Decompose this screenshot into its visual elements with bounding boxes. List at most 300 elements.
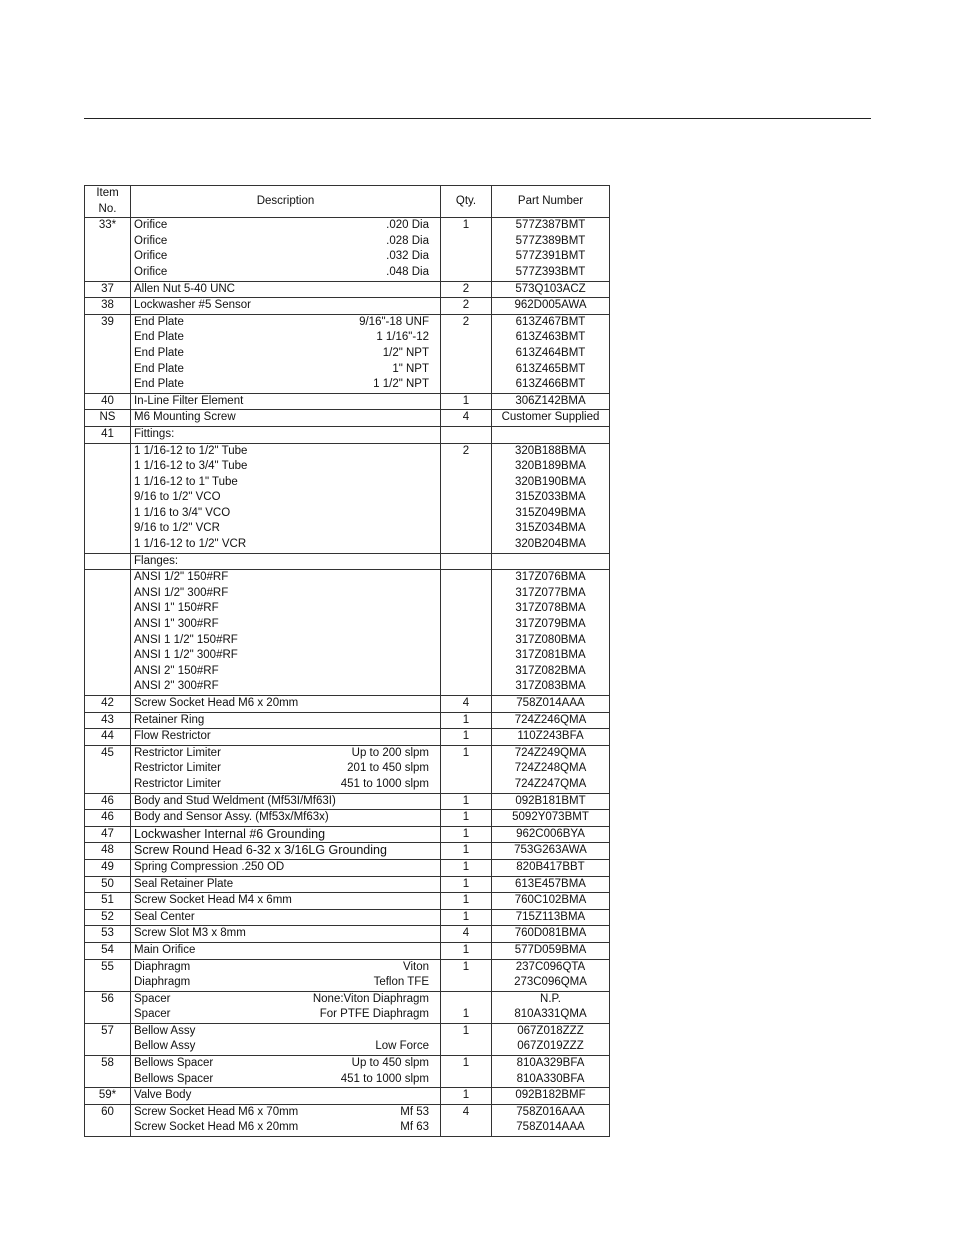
description-text: In-Line Filter Element (134, 394, 244, 407)
item-no-cell: 40 (85, 393, 131, 410)
part-number-value: 110Z243BFA (517, 730, 584, 743)
part-number-cell (492, 1088, 610, 1105)
item-no-cell: 38 (85, 298, 131, 315)
description-text: Flanges: (134, 554, 179, 567)
description-cell (131, 1056, 441, 1088)
description-line (134, 1105, 437, 1121)
description-text: Fittings: (134, 427, 175, 440)
description-cell (131, 793, 441, 810)
qty-value (444, 459, 488, 475)
table-row (85, 729, 610, 746)
part-number-value: 317Z077BMA (515, 586, 586, 599)
part-number-value: 962C006BYA (516, 827, 585, 840)
item-no-cell: 60 (85, 1104, 131, 1136)
qty-value: 1 (462, 811, 470, 824)
description-text: Restrictor Limiter (134, 762, 221, 775)
part-number-value: 613Z466BMT (515, 378, 586, 391)
table-row (85, 745, 610, 793)
specification-text (429, 877, 437, 893)
description-text: Orifice (134, 250, 168, 263)
description-cell (131, 926, 441, 943)
description-line (134, 537, 437, 553)
description-text: Bellows Spacer (134, 1057, 214, 1070)
item-no-cell: 59* (85, 1088, 131, 1105)
qty-cell (441, 281, 492, 298)
qty-cell (441, 893, 492, 910)
part-number-cell (492, 281, 610, 298)
qty-value: 1 (462, 894, 470, 907)
description-cell (131, 810, 441, 827)
description-cell (131, 876, 441, 893)
description-cell (131, 893, 441, 910)
description-text: Screw Socket Head M6 x 20mm (134, 1121, 299, 1134)
part-number-value: 273C096QMA (514, 976, 587, 989)
description-cell (131, 909, 441, 926)
item-no-cell (85, 553, 131, 570)
description-line (134, 362, 437, 378)
description-line (134, 992, 437, 1008)
part-number-cell (492, 696, 610, 713)
description-line (134, 475, 437, 491)
description-text: End Plate (134, 331, 184, 344)
qty-cell (441, 218, 492, 281)
part-number-value: 613Z464BMT (515, 346, 586, 359)
part-number-cell (492, 393, 610, 410)
description-line (134, 521, 437, 537)
part-number-value: 724Z249QMA (514, 746, 587, 759)
description-line (134, 394, 437, 410)
part-number-value: 760D081BMA (514, 927, 587, 940)
part-number-value: 613Z465BMT (515, 362, 586, 375)
part-number-cell (492, 959, 610, 991)
part-number-value: 315Z049BMA (515, 506, 586, 519)
qty-value (444, 346, 488, 362)
qty-cell (441, 942, 492, 959)
description-line (134, 943, 437, 959)
description-cell (131, 393, 441, 410)
qty-value: 4 (462, 927, 470, 940)
part-number-value: 5092Y073BMT (512, 811, 589, 824)
specification-text (429, 843, 437, 859)
description-line (134, 746, 437, 762)
qty-value (444, 570, 488, 586)
part-number-cell (492, 942, 610, 959)
description-line (134, 648, 437, 664)
item-no-cell: 47 (85, 826, 131, 843)
part-number-value: Customer Supplied (501, 411, 600, 424)
specification-text (429, 537, 437, 553)
specification-text (429, 521, 437, 537)
description-text: Restrictor Limiter (134, 746, 221, 759)
table-row (85, 410, 610, 427)
part-number-value: 758Z016AAA (516, 1105, 585, 1118)
specification-text (429, 586, 437, 602)
description-line (134, 910, 437, 926)
qty-cell (441, 314, 492, 393)
description-cell (131, 1088, 441, 1105)
table-row (85, 393, 610, 410)
header-qty: Qty. (441, 186, 492, 218)
top-rule (84, 118, 871, 119)
description-cell (131, 712, 441, 729)
part-number-value (495, 554, 606, 570)
part-number-value: 753G263AWA (514, 844, 587, 857)
item-no-cell: 54 (85, 942, 131, 959)
description-text: ANSI 1" 300#RF (134, 618, 219, 631)
table-row (85, 876, 610, 893)
part-number-value: 317Z076BMA (515, 571, 586, 584)
description-line (134, 444, 437, 460)
part-number-value: 320B190BMA (515, 475, 586, 488)
part-number-cell (492, 793, 610, 810)
qty-cell (441, 1104, 492, 1136)
specification-text (429, 298, 437, 314)
table-row (85, 553, 610, 570)
description-text: Valve Body (134, 1089, 192, 1102)
specification-text (429, 893, 437, 909)
description-line (134, 843, 437, 859)
item-no-cell: 39 (85, 314, 131, 393)
item-no-cell: 48 (85, 843, 131, 860)
table-row (85, 281, 610, 298)
specification-text (429, 633, 437, 649)
specification-text: Mf 53 (400, 1105, 429, 1118)
qty-value: 2 (462, 299, 470, 312)
qty-cell (441, 876, 492, 893)
part-number-value: 577Z389BMT (515, 234, 586, 247)
description-cell (131, 991, 441, 1023)
qty-value (444, 761, 488, 777)
qty-value: 1 (462, 943, 470, 956)
part-number-value: 317Z080BMA (515, 633, 586, 646)
qty-value: 1 (462, 1024, 470, 1037)
specification-text (429, 664, 437, 680)
description-line (134, 617, 437, 633)
qty-value (444, 633, 488, 649)
qty-value (444, 777, 488, 793)
description-line (134, 315, 437, 331)
table-row (85, 893, 610, 910)
item-no-cell: 46 (85, 793, 131, 810)
parts-list-table (84, 185, 610, 1137)
description-text: 9/16 to 1/2" VCR (134, 522, 220, 535)
part-number-cell (492, 909, 610, 926)
qty-value: 1 (462, 219, 470, 232)
table-row (85, 443, 610, 553)
parts-table-body (85, 218, 610, 1137)
table-row (85, 810, 610, 827)
qty-value: 1 (462, 1057, 470, 1070)
table-row (85, 1023, 610, 1055)
description-text: ANSI 1/2" 150#RF (134, 571, 229, 584)
specification-text (429, 860, 437, 876)
qty-cell (441, 793, 492, 810)
part-number-cell (492, 1104, 610, 1136)
specification-text (429, 506, 437, 522)
part-number-value: 577Z393BMT (515, 265, 586, 278)
description-text: Restrictor Limiter (134, 777, 221, 790)
part-number-value: 810A331QMA (514, 1008, 587, 1021)
part-number-cell (492, 876, 610, 893)
part-number-value: 577Z391BMT (515, 250, 586, 263)
part-number-cell (492, 218, 610, 281)
description-line (134, 298, 437, 314)
description-line (134, 234, 437, 250)
description-text: 1 1/16-12 to 3/4" Tube (134, 460, 248, 473)
part-number-value (495, 427, 606, 443)
description-line (134, 960, 437, 976)
description-text: Lockwasher Internal #6 Grounding (134, 826, 326, 841)
description-line (134, 860, 437, 876)
description-text: ANSI 1 1/2" 300#RF (134, 649, 238, 662)
qty-value: 4 (462, 411, 470, 424)
description-cell (131, 410, 441, 427)
description-line (134, 633, 437, 649)
qty-value: 2 (462, 282, 470, 295)
specification-text (429, 1088, 437, 1104)
item-no-cell: 37 (85, 281, 131, 298)
specification-text (429, 282, 437, 298)
description-line (134, 893, 437, 909)
item-no-cell: NS (85, 410, 131, 427)
specification-text (429, 926, 437, 942)
specification-text (429, 810, 437, 826)
item-no-cell: 58 (85, 1056, 131, 1088)
part-number-value: 092B181BMT (515, 794, 586, 807)
part-number-value: 067Z018ZZZ (517, 1024, 584, 1037)
description-line (134, 427, 437, 443)
part-number-value: 306Z142BMA (515, 394, 586, 407)
description-line (134, 1088, 437, 1104)
description-line (134, 1007, 437, 1023)
description-cell (131, 218, 441, 281)
specification-text: For PTFE Diaphragm (319, 1008, 429, 1021)
description-line (134, 601, 437, 617)
part-number-value: 317Z078BMA (515, 602, 586, 615)
table-row (85, 959, 610, 991)
qty-value (444, 992, 488, 1008)
qty-value (444, 249, 488, 265)
description-cell (131, 696, 441, 713)
qty-value (444, 679, 488, 695)
part-number-value: 810A330BFA (516, 1072, 585, 1085)
description-text: Screw Socket Head M6 x 20mm (134, 697, 299, 709)
description-line (134, 696, 437, 712)
description-line (134, 490, 437, 506)
part-number-value: 317Z081BMA (515, 649, 586, 662)
qty-cell (441, 553, 492, 570)
qty-value (444, 1120, 488, 1136)
qty-value: 4 (462, 697, 470, 709)
description-text: Screw Round Head 6-32 x 3/16LG Grounding (134, 843, 387, 858)
part-number-value: 613E457BMA (515, 877, 586, 890)
description-line (134, 459, 437, 475)
description-line (134, 729, 437, 745)
specification-text (429, 444, 437, 460)
specification-text (429, 679, 437, 695)
item-no-cell: 42 (85, 696, 131, 713)
part-number-value: 067Z019ZZZ (517, 1040, 584, 1053)
description-text: End Plate (134, 362, 184, 375)
table-row (85, 843, 610, 860)
item-no-cell: 55 (85, 959, 131, 991)
description-line (134, 679, 437, 695)
qty-value: 1 (462, 844, 470, 857)
item-no-cell: 44 (85, 729, 131, 746)
description-line (134, 827, 437, 843)
specification-text: Mf 63 (400, 1121, 429, 1134)
description-text: ANSI 2" 150#RF (134, 664, 219, 677)
description-text: Bellow Assy (134, 1040, 196, 1053)
description-line (134, 586, 437, 602)
part-number-value: 237C096QTA (515, 960, 586, 973)
qty-cell (441, 843, 492, 860)
table-header-row (85, 186, 610, 218)
description-cell (131, 826, 441, 843)
specification-text: .028 Dia (386, 234, 429, 247)
description-line (134, 810, 437, 826)
header-part-number: Part Number (492, 186, 610, 218)
specification-text: Up to 450 slpm (351, 1057, 429, 1070)
qty-cell (441, 926, 492, 943)
description-line (134, 877, 437, 893)
table-row (85, 570, 610, 696)
part-number-cell (492, 298, 610, 315)
qty-cell (441, 298, 492, 315)
specification-text: Viton (402, 960, 429, 973)
part-number-cell (492, 712, 610, 729)
qty-value (444, 521, 488, 537)
description-text: Orifice (134, 234, 168, 247)
table-row (85, 712, 610, 729)
qty-cell (441, 1023, 492, 1055)
part-number-value: 724Z248QMA (514, 762, 587, 775)
description-cell (131, 314, 441, 393)
qty-value (444, 234, 488, 250)
part-number-cell (492, 570, 610, 696)
part-number-cell (492, 893, 610, 910)
part-number-cell (492, 1056, 610, 1088)
part-number-cell (492, 1023, 610, 1055)
table-row (85, 793, 610, 810)
specification-text (429, 910, 437, 926)
description-text: Body and Stud Weldment (Mf53I/Mf63I) (134, 794, 336, 807)
description-text: Retainer Ring (134, 713, 205, 726)
description-line (134, 1120, 437, 1136)
qty-value: 4 (462, 1105, 470, 1118)
specification-text: 1/2" NPT (382, 346, 429, 359)
item-no-cell: 41 (85, 426, 131, 443)
part-number-value: 962D005AWA (514, 299, 587, 312)
qty-cell (441, 410, 492, 427)
description-line (134, 794, 437, 810)
qty-value: 2 (462, 315, 470, 328)
description-line (134, 1072, 437, 1088)
part-number-value: 320B204BMA (515, 538, 586, 551)
item-no-cell: 51 (85, 893, 131, 910)
part-number-cell (492, 859, 610, 876)
table-row (85, 1056, 610, 1088)
qty-value: 1 (462, 827, 470, 840)
description-text: M6 Mounting Screw (134, 411, 236, 424)
table-row (85, 314, 610, 393)
part-number-value: 724Z247QMA (514, 777, 587, 790)
part-number-value: 315Z034BMA (515, 522, 586, 535)
part-number-cell (492, 729, 610, 746)
description-text: Spacer (134, 1008, 171, 1021)
qty-value: 2 (462, 444, 470, 457)
part-number-value: 315Z033BMA (515, 491, 586, 504)
qty-cell (441, 426, 492, 443)
part-number-value: 810A329BFA (516, 1057, 585, 1070)
item-no-cell (85, 570, 131, 696)
qty-value (444, 1072, 488, 1088)
specification-text (429, 827, 437, 843)
qty-cell (441, 810, 492, 827)
qty-cell (441, 859, 492, 876)
specification-text (429, 1024, 437, 1040)
specification-text: 201 to 450 slpm (347, 762, 429, 775)
qty-value (444, 475, 488, 491)
header-item-no: Item No. (85, 186, 131, 218)
description-text: Spring Compression .250 OD (134, 860, 285, 873)
part-number-cell (492, 426, 610, 443)
specification-text: 1 1/16"-12 (376, 331, 429, 344)
part-number-value: 820B417BBT (516, 860, 585, 873)
part-number-value: 092B182BMF (515, 1089, 586, 1102)
item-no-cell: 57 (85, 1023, 131, 1055)
item-no-cell: 45 (85, 745, 131, 793)
qty-cell (441, 729, 492, 746)
description-cell (131, 959, 441, 991)
part-number-cell (492, 553, 610, 570)
description-line (134, 1024, 437, 1040)
description-text: Diaphragm (134, 976, 191, 989)
table-row (85, 426, 610, 443)
specification-text (429, 648, 437, 664)
table-row (85, 1088, 610, 1105)
qty-value (444, 1039, 488, 1055)
description-cell (131, 443, 441, 553)
description-cell (131, 729, 441, 746)
specification-text: 1 1/2" NPT (373, 378, 429, 391)
item-no-cell: 50 (85, 876, 131, 893)
part-number-value: 613Z463BMT (515, 331, 586, 344)
part-number-cell (492, 410, 610, 427)
description-text: ANSI 2" 300#RF (134, 680, 219, 693)
qty-value: 1 (462, 713, 470, 726)
description-line (134, 249, 437, 265)
specification-text: .032 Dia (386, 250, 429, 263)
qty-value (444, 586, 488, 602)
description-line (134, 506, 437, 522)
table-row (85, 942, 610, 959)
description-text: Main Orifice (134, 943, 196, 956)
qty-value: 1 (462, 394, 470, 407)
table-row (85, 1104, 610, 1136)
qty-value (444, 537, 488, 553)
description-text: Seal Retainer Plate (134, 877, 234, 890)
qty-cell (441, 745, 492, 793)
qty-value (444, 377, 488, 393)
description-text: ANSI 1/2" 300#RF (134, 586, 229, 599)
specification-text: Low Force (375, 1040, 429, 1053)
description-cell (131, 1023, 441, 1055)
specification-text (429, 490, 437, 506)
description-text: Diaphragm (134, 960, 191, 973)
part-number-value: 577Z387BMT (515, 219, 586, 232)
item-no-cell: 53 (85, 926, 131, 943)
